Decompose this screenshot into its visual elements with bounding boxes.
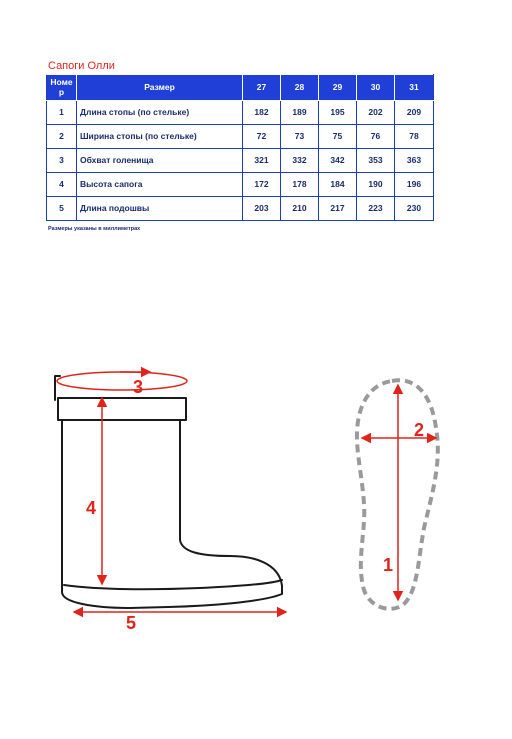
cell-value: 230 — [395, 197, 434, 221]
row-label: Длина стопы (по стельке) — [77, 101, 243, 125]
row-label: Обхват голенища — [77, 149, 243, 173]
cell-value: 178 — [281, 173, 319, 197]
row-label: Ширина стопы (по стельке) — [77, 125, 243, 149]
header-size: Размер — [77, 75, 243, 101]
row-number: 1 — [47, 101, 77, 125]
header-size-27: 27 — [243, 75, 281, 101]
cell-value: 353 — [357, 149, 395, 173]
label-3: 3 — [133, 377, 144, 397]
cell-value: 203 — [243, 197, 281, 221]
header-size-31: 31 — [395, 75, 434, 101]
cell-value: 172 — [243, 173, 281, 197]
row-number: 5 — [47, 197, 77, 221]
units-note: Размеры указаны в миллиметрах — [48, 226, 141, 232]
cell-value: 195 — [319, 101, 357, 125]
cell-value: 321 — [243, 149, 281, 173]
row-number: 3 — [47, 149, 77, 173]
cell-value: 75 — [319, 125, 357, 149]
cell-value: 184 — [319, 173, 357, 197]
circumference-arrow — [57, 372, 187, 390]
cell-value: 332 — [281, 149, 319, 173]
cell-value: 217 — [319, 197, 357, 221]
row-number: 4 — [47, 173, 77, 197]
cell-value: 209 — [395, 101, 434, 125]
label-1: 1 — [383, 555, 394, 575]
cell-value: 189 — [281, 101, 319, 125]
header-size-30: 30 — [357, 75, 395, 101]
cell-value: 182 — [243, 101, 281, 125]
header-number: Номер — [47, 75, 77, 101]
header-size-29: 29 — [319, 75, 357, 101]
cell-value: 72 — [243, 125, 281, 149]
boot-drawing — [55, 376, 282, 608]
row-label: Длина подошвы — [77, 197, 243, 221]
row-number: 2 — [47, 125, 77, 149]
cell-value: 363 — [395, 149, 434, 173]
cell-value: 190 — [357, 173, 395, 197]
boot-sole-line — [64, 580, 282, 589]
cell-value: 210 — [281, 197, 319, 221]
cell-value: 78 — [395, 125, 434, 149]
label-4: 4 — [86, 498, 97, 518]
cell-value: 202 — [357, 101, 395, 125]
cell-value: 342 — [319, 149, 357, 173]
label-2: 2 — [414, 420, 425, 440]
page-title: Сапоги Олли — [48, 60, 115, 72]
cell-value: 76 — [357, 125, 395, 149]
cell-value: 223 — [357, 197, 395, 221]
cell-value: 73 — [281, 125, 319, 149]
cell-value: 196 — [395, 173, 434, 197]
label-5: 5 — [126, 613, 137, 633]
header-size-28: 28 — [281, 75, 319, 101]
row-label: Высота сапога — [77, 173, 243, 197]
